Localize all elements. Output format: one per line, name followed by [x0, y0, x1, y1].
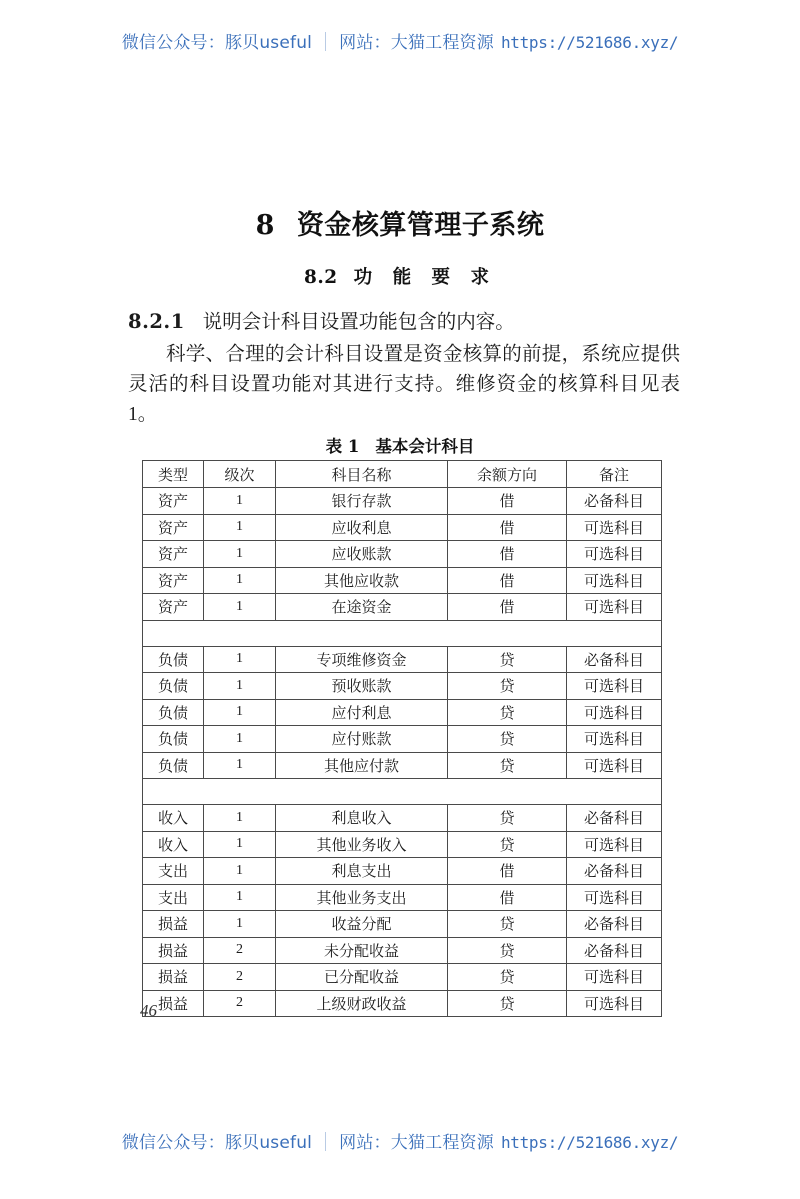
cell-type: 资产 — [143, 488, 204, 515]
cell-type: 收入 — [143, 805, 204, 832]
cell-balance-direction: 贷 — [448, 646, 567, 673]
cell-subject-name: 其他业务收入 — [276, 831, 448, 858]
watermark-divider — [325, 1132, 326, 1151]
cell-type: 资产 — [143, 567, 204, 594]
cell-subject-name: 收益分配 — [276, 911, 448, 938]
table-row — [143, 805, 662, 832]
cell-subject-name: 上级财政收益 — [276, 990, 448, 1017]
cell-subject-name: 预收账款 — [276, 673, 448, 700]
cell-subject-name: 应收利息 — [276, 514, 448, 541]
cell-level: 1 — [204, 594, 276, 621]
cell-level: 1 — [204, 752, 276, 779]
cell-subject-name: 应收账款 — [276, 541, 448, 568]
column-header-note: 备注 — [567, 461, 662, 488]
cell-note: 可选科目 — [567, 884, 662, 911]
site-url: https://521686.xyz/ — [500, 33, 679, 52]
cell-subject-name: 在途资金 — [276, 594, 448, 621]
cell-type: 损益 — [143, 964, 204, 991]
cell-level: 1 — [204, 514, 276, 541]
cell-type: 损益 — [143, 911, 204, 938]
section-title-text: 功 能 要 求 — [353, 267, 496, 288]
spacer-cell — [143, 620, 662, 646]
clause-text: 说明会计科目设置功能包含的内容。 — [202, 312, 515, 333]
accounting-subjects-table — [142, 460, 662, 1017]
table-row — [143, 937, 662, 964]
cell-level: 2 — [204, 990, 276, 1017]
cell-note: 必备科目 — [567, 646, 662, 673]
table-row — [143, 858, 662, 885]
table-row — [143, 567, 662, 594]
table-group-spacer — [143, 620, 662, 646]
chapter-number: 8 — [255, 210, 275, 241]
cell-subject-name: 已分配收益 — [276, 964, 448, 991]
cell-balance-direction: 借 — [448, 567, 567, 594]
table-row — [143, 646, 662, 673]
cell-type: 损益 — [143, 937, 204, 964]
cell-subject-name: 银行存款 — [276, 488, 448, 515]
cell-balance-direction: 贷 — [448, 831, 567, 858]
table-body — [143, 488, 662, 1017]
chapter-heading — [0, 203, 800, 242]
chapter-title-text: 资金核算管理子系统 — [296, 210, 545, 241]
table-row — [143, 911, 662, 938]
cell-note: 必备科目 — [567, 911, 662, 938]
cell-subject-name: 应付账款 — [276, 726, 448, 753]
cell-note: 必备科目 — [567, 488, 662, 515]
column-header-type: 类型 — [143, 461, 204, 488]
cell-type: 资产 — [143, 594, 204, 621]
body-paragraph: 科学、合理的会计科目设置是资金核算的前提，系统应提供灵活的科目设置功能对其进行支持。维修资金的核算科目见表 1。 — [128, 344, 680, 425]
cell-subject-name: 利息收入 — [276, 805, 448, 832]
section-number: 8.2 — [303, 267, 338, 288]
watermark-banner-bottom — [0, 1128, 800, 1153]
cell-type: 支出 — [143, 858, 204, 885]
cell-note: 可选科目 — [567, 752, 662, 779]
cell-type: 负债 — [143, 646, 204, 673]
cell-type: 损益 — [143, 990, 204, 1017]
cell-balance-direction: 贷 — [448, 911, 567, 938]
cell-subject-name: 未分配收益 — [276, 937, 448, 964]
cell-balance-direction: 借 — [448, 858, 567, 885]
cell-level: 2 — [204, 964, 276, 991]
cell-note: 可选科目 — [567, 567, 662, 594]
cell-level: 1 — [204, 726, 276, 753]
cell-note: 可选科目 — [567, 990, 662, 1017]
cell-type: 收入 — [143, 831, 204, 858]
clause-heading — [128, 307, 678, 338]
cell-note: 可选科目 — [567, 831, 662, 858]
table-row — [143, 964, 662, 991]
cell-note: 可选科目 — [567, 726, 662, 753]
cell-subject-name: 其他应付款 — [276, 752, 448, 779]
cell-balance-direction: 借 — [448, 594, 567, 621]
page-number: 46 — [140, 1001, 157, 1020]
cell-note: 必备科目 — [567, 858, 662, 885]
cell-level: 1 — [204, 911, 276, 938]
table-row — [143, 726, 662, 753]
section-heading — [0, 263, 800, 289]
cell-balance-direction: 贷 — [448, 699, 567, 726]
table-row — [143, 990, 662, 1017]
table-row — [143, 673, 662, 700]
cell-balance-direction: 借 — [448, 541, 567, 568]
site-label: 网站： — [339, 1133, 391, 1153]
cell-note: 可选科目 — [567, 514, 662, 541]
site-value: 大猫工程资源 — [390, 1133, 494, 1153]
cell-balance-direction: 贷 — [448, 937, 567, 964]
table-row — [143, 884, 662, 911]
cell-subject-name: 其他应收款 — [276, 567, 448, 594]
cell-note: 可选科目 — [567, 964, 662, 991]
cell-level: 1 — [204, 541, 276, 568]
site-url: https://521686.xyz/ — [500, 1133, 679, 1152]
cell-balance-direction: 贷 — [448, 964, 567, 991]
table-row — [143, 541, 662, 568]
cell-type: 负债 — [143, 752, 204, 779]
cell-balance-direction: 贷 — [448, 990, 567, 1017]
table-header-row — [143, 461, 662, 488]
cell-note: 可选科目 — [567, 541, 662, 568]
cell-level: 1 — [204, 805, 276, 832]
column-header-level: 级次 — [204, 461, 276, 488]
table-caption — [0, 433, 800, 457]
cell-level: 1 — [204, 488, 276, 515]
cell-balance-direction: 借 — [448, 488, 567, 515]
site-value: 大猫工程资源 — [390, 33, 494, 53]
table-row — [143, 752, 662, 779]
clause-number: 8.2.1 — [128, 310, 185, 333]
table-header — [143, 461, 662, 488]
wechat-value: 豚贝useful — [224, 1133, 313, 1153]
cell-level: 1 — [204, 646, 276, 673]
cell-type: 负债 — [143, 726, 204, 753]
table-row — [143, 699, 662, 726]
cell-level: 1 — [204, 699, 276, 726]
cell-type: 负债 — [143, 673, 204, 700]
table-row — [143, 594, 662, 621]
cell-level: 1 — [204, 884, 276, 911]
table-row — [143, 488, 662, 515]
cell-note: 必备科目 — [567, 937, 662, 964]
cell-subject-name: 利息支出 — [276, 858, 448, 885]
cell-note: 必备科目 — [567, 805, 662, 832]
cell-subject-name: 应付利息 — [276, 699, 448, 726]
table-row — [143, 831, 662, 858]
table-caption-title: 基本会计科目 — [375, 437, 475, 456]
cell-type: 支出 — [143, 884, 204, 911]
spacer-cell — [143, 779, 662, 805]
cell-level: 1 — [204, 567, 276, 594]
cell-balance-direction: 借 — [448, 514, 567, 541]
cell-type: 负债 — [143, 699, 204, 726]
cell-type: 资产 — [143, 514, 204, 541]
wechat-label: 微信公众号： — [121, 33, 225, 53]
cell-balance-direction: 贷 — [448, 726, 567, 753]
site-label: 网站： — [339, 33, 391, 53]
column-header-name: 科目名称 — [276, 461, 448, 488]
table-caption-number: 表 1 — [325, 437, 360, 456]
cell-subject-name: 专项维修资金 — [276, 646, 448, 673]
cell-balance-direction: 贷 — [448, 752, 567, 779]
cell-note: 可选科目 — [567, 673, 662, 700]
cell-level: 1 — [204, 673, 276, 700]
wechat-value: 豚贝useful — [224, 33, 313, 53]
cell-level: 1 — [204, 858, 276, 885]
cell-balance-direction: 贷 — [448, 805, 567, 832]
cell-balance-direction: 贷 — [448, 673, 567, 700]
wechat-label: 微信公众号： — [121, 1133, 225, 1153]
cell-note: 可选科目 — [567, 594, 662, 621]
cell-subject-name: 其他业务支出 — [276, 884, 448, 911]
column-header-direction: 余额方向 — [448, 461, 567, 488]
table-row — [143, 514, 662, 541]
cell-note: 可选科目 — [567, 699, 662, 726]
cell-balance-direction: 借 — [448, 884, 567, 911]
cell-level: 2 — [204, 937, 276, 964]
cell-level: 1 — [204, 831, 276, 858]
cell-type: 资产 — [143, 541, 204, 568]
table-group-spacer — [143, 779, 662, 805]
